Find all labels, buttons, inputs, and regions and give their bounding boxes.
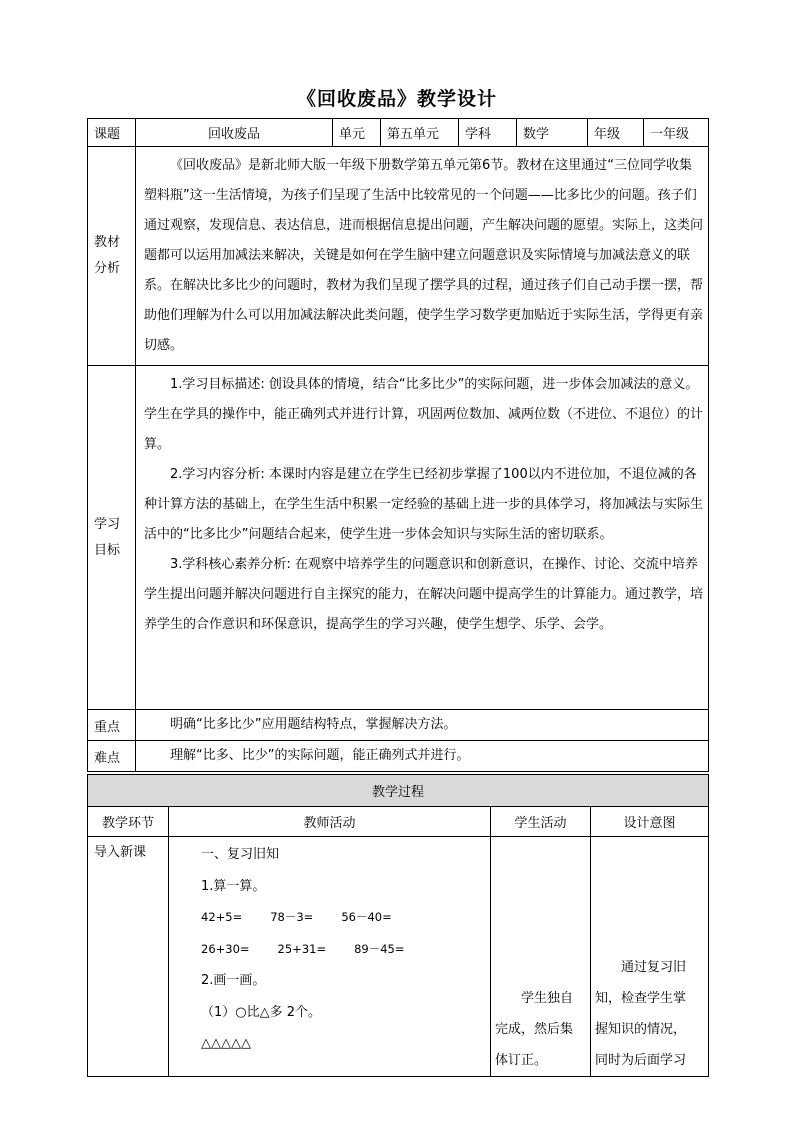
calc-row-2 [177,934,490,966]
triangle-row: △△△△△ [201,1036,251,1051]
objective-literacy: 3.学科核心素养分析: 在观察中培养学生的问题意识和创新意识，在操作、讨论、交流中培养学生提出问题并解决问题进行自主探究的能力，在解决问题中提高学生的计算能力。通过教学，培养学生的合作意识和环保意识，提高学生的学习兴趣，使学生想学、乐学、会学。 [144,557,704,632]
objectives-row [88,366,709,710]
analysis-label-line2: 分析 [94,261,121,276]
analysis-text: 《回收废品》是新北师大版一年级下册数学第五单元第6节。教材在这里通过“三位同学收集塑料瓶”这一生活情境，为孩子们呈现了生活中比较常见的一个问题——比多比少的问题。孩子们通过观察，发现信息、表达信息，进而根据信息提出问题，产生解决问题的愿望。实际上，这类问题都可以运用加减法来解决，关键是如何在学生脑中建立问题意识及实际情境与加减法意义的联系。在解决比多比少的问题时，教材为我们呈现了摆学具的过程，通过孩子们自己动手摆一摆，帮助他们理解为什么可以用加减法解决此类问题，使学生学习数学更加贴近于实际生活，学得更有亲切感。 [144,158,704,353]
calc-heading: 1.算一算。 [201,878,266,894]
column-intent: 设计意图 [591,807,709,837]
key-point-row [88,710,709,741]
calc-row-1 [177,902,490,934]
objectives-label [88,366,136,710]
student-line: 体订正。 [495,1053,548,1068]
student-activity [491,983,590,1076]
intro-row [88,837,709,1077]
unit-label: 单元 [333,119,381,147]
analysis-cell [136,147,709,366]
grade-label: 年级 [588,119,644,147]
student-line: 完成，然后集 [495,1022,574,1037]
analysis-label [88,147,136,366]
teacher-activity [169,839,490,1060]
objective-goal: 1.学习目标描述: 创设具体的情境，结合“比多比少”的实际问题，进一步体会加减法的意义。学生在学具的操作中，能正确列式并进行计算，巩固两位数加、减两位数（不进位、不退位）的计算。 [144,377,704,452]
calc-item: 25+31= [277,941,327,956]
design-intent-cell [591,837,709,1077]
difficulty-row [88,741,709,772]
objectives-label-line2: 目标 [94,542,121,558]
info-row [88,119,709,147]
intent-line: 同时为后面学习 [595,1053,687,1068]
topic-label: 课题 [88,119,136,147]
stage-label: 导入新课 [94,845,147,860]
intent-line: 握知识的情况， [595,1022,687,1037]
column-student: 学生活动 [491,807,591,837]
intent-line: 知，检查学生掌 [595,991,687,1006]
intent-line: 通过复习旧 [621,960,687,975]
difficulty-text: 理解“比多、比少”的实际问题，能正确列式并进行。 [170,748,470,763]
calc-item: 78－3= [270,910,314,924]
lesson-info-table [87,118,709,772]
topic-value: 回收废品 [136,119,333,147]
process-header-row [88,775,709,807]
document-title: 《回收废品》教学设计 [296,88,497,110]
review-heading: 一、复习旧知 [201,847,280,862]
calc-item: 56－40= [341,910,392,924]
calc-item: 42+5= [201,910,243,924]
teacher-activity-cell [169,837,491,1077]
stage-cell [88,837,169,1077]
draw-heading: 2.画一画。 [201,973,266,988]
student-line: 学生独自 [521,991,574,1006]
analysis-label-line1: 教材 [94,235,121,250]
subject-value: 数学 [517,119,588,147]
student-activity-cell [491,837,591,1077]
objectives-label-line1: 学习 [94,516,121,532]
key-point-label: 重点 [88,710,136,741]
difficulty-cell [136,741,709,772]
key-point-text: 明确“比多比少”应用题结构特点，掌握解决方法。 [170,717,457,732]
grade-value: 一年级 [644,119,709,147]
process-header: 教学过程 [88,775,709,807]
subject-label: 学科 [459,119,517,147]
teaching-process-table [87,774,709,1077]
draw-task: （1）○比△多 2个。 [201,1004,322,1020]
process-columns-row [88,807,709,837]
calc-item: 89－45= [354,941,405,956]
column-teacher: 教师活动 [169,807,491,837]
calc-item: 26+30= [201,941,250,956]
analysis-row [88,147,709,366]
key-point-cell [136,710,709,741]
design-intent [591,952,708,1076]
objectives-cell [136,366,709,710]
unit-value: 第五单元 [381,119,459,147]
difficulty-label: 难点 [88,741,136,772]
objective-content: 2.学习内容分析: 本课时内容是建立在学生已经初步掌握了100以内不进位加，不退位减的各种计算方法的基础上，在学生生活中积累一定经验的基础上进一步的具体学习，将加减法与实际生活中的“比多比少”问题结合起来，使学生进一步体会知识与实际生活的密切联系。 [144,467,704,542]
column-stage: 教学环节 [88,807,169,837]
